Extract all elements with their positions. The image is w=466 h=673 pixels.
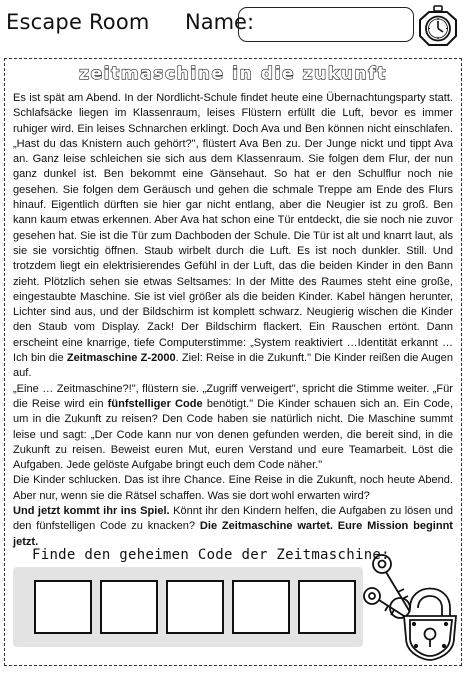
story-run: Könnt ihr den Kindern helfen, die Aufgaben zu lösen und den fünfstelligen Code zu knacken? [13, 505, 453, 533]
stopwatch-icon [415, 5, 461, 51]
name-label: Name: [185, 10, 255, 34]
worksheet-category: Escape Room [6, 10, 150, 34]
code-box-4[interactable] [232, 580, 290, 634]
story-run: Es ist spät am Abend. In der Nordlicht-Schule findet heute eine Übernachtungsparty statt. Schlafsäcke liegen im Klassenraum, leises Flüstern erfüllt die Luft, bevor es immer ruhiger wird. Ein leises Schnarchen erklingt. Doch Ava und Ben können nicht einschlafen. „Hast du das Knistern auch gehört?", flüstert Ava Ben zu. Der Junge nickt und tippt Ava an. Ganz leise schleichen sie sich aus dem Klassenraum. Sie folgen dem Flur, der nun ganz dunkel ist. Ben bekommt eine Gänsehaut. So hat er den Schulflur noch nie gesehen. Sie folgen dem Geräusch und gehen die schmale Treppe am Ende des Flurs hinauf. Eigentlich dürften sie hier gar nicht entlang, aber die Neugier ist zu groß. Ben kann kaum etwas erkennen. Aber Ava hat schon eine Tür entdeckt, die sie noch nie zuvor gesehen hat. Sie ist die Tür zum Dachboden der Schule. Die Tür ist alt und knarrt laut, als sie sie vorsichtig öffnen. Staub wirbelt durch die Luft. Es ist noch dunkler. Still. Und trotzdem liegt ein elektrisierendes Gefühl in der Luft, das die beiden Kinder in den Bann zieht. Plötzlich sehen sie etwas Seltsames: In der Mitte des Raumes steht eine große, eingestaubte Maschine. Sie ist viel größer als die beiden Kinder. Kabel hängen herunter, Lichter sind aus, und der Bildschirm ist komplett schwarz. Neugierig wischen die Kinder den Staub vom Display. Zack! Der Bildschirm flackert. Ein Rauschen ertönt. Dann erscheint eine knarrige, tiefe Computerstimme: „System reaktiviert …Identität erkannt …Ich bin die [13, 92, 453, 365]
story-run: benötigt." Die Kinder schauen sich an. Ein Code, um in die Zukunft zu reisen? Den Code haben sie natürlich nicht. Die Maschine summt leise und sagt: „Der Code kann nur von denen gefunden werden, die bereit sind, in die Zukunft zu reisen. Beweist euren Mut, euren Verstand und eure Teamarbeit. Löst die Aufgaben. Jede gelöste Aufgabe bringt euch dem Code näher." [13, 397, 454, 472]
task-prompt: Finde den geheimen Code der Zeitmaschine: [32, 547, 390, 563]
story-title-text: zeitmaschine in die zukunft [79, 64, 387, 84]
story-emphasis: Zeitmaschine Z-2000 [66, 352, 176, 365]
padlock-with-keys-icon [358, 550, 460, 662]
story-emphasis: Die Zeitmaschine wartet. Eure Mission beginnt jetzt. [13, 520, 453, 548]
story-paragraph [13, 473, 453, 504]
code-box-5[interactable] [298, 580, 356, 634]
story-title [0, 64, 466, 84]
name-input-box[interactable] [238, 7, 414, 42]
story-emphasis: Und jetzt kommt ihr ins Spiel. [13, 505, 170, 518]
code-box-1[interactable] [34, 580, 92, 634]
story-run: . Ziel: Reise in die Zukunft." Die Kinder reißen die Augen auf. [13, 352, 453, 380]
story-run: Die Kinder schlucken. Das ist ihre Chance. Eine Reise in die Zukunft, noch heute Abend. Aber nur, wenn sie die Rätsel schaffen. Was sie dort wohl erwarten wird? [13, 474, 453, 502]
code-box-2[interactable] [100, 580, 158, 634]
story-paragraph [13, 504, 453, 550]
story-run: „Eine … Zeitmaschine?!", flüstern sie. „Zugriff verweigert", spricht die Stimme weiter. „Für die Reise wird ein [13, 382, 453, 410]
story-paragraph [13, 91, 453, 382]
story-paragraph [13, 382, 453, 474]
story-emphasis: fünfstelliger Code [107, 397, 203, 410]
code-box-3[interactable] [166, 580, 224, 634]
story-text [13, 91, 453, 550]
worksheet-header [0, 0, 466, 56]
